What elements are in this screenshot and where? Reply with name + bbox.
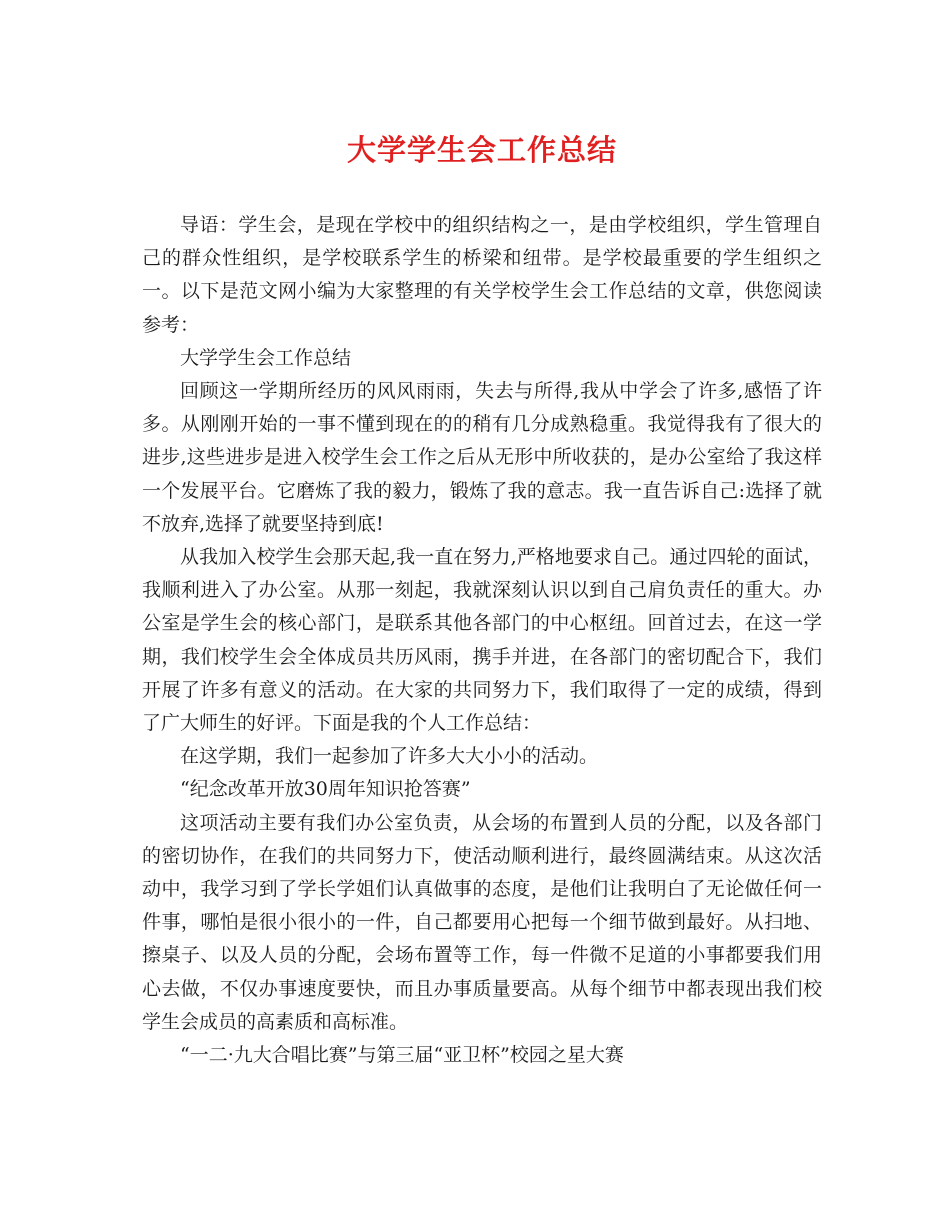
paragraph-review: 回顾这一学期所经历的风风雨雨，失去与所得,我从中学会了许多,感悟了许多。从刚刚开始的一事不懂到现在的的稍有几分成熟稳重。我觉得我有了很大的进步,这些进步是进入校学生会工作之后从无形中所收获的，是办公室给了我这样一个发展平台。它磨炼了我的毅力，锻炼了我的意志。我一直告诉自己:选择了就不放弃,选择了就要坚持到底! bbox=[142, 380, 822, 535]
document-body bbox=[142, 209, 822, 1072]
paragraph-event-quiz: “纪念改革开放30周年知识抢答赛” bbox=[180, 778, 471, 801]
paragraph-activities: 在这学期，我们一起参加了许多大大小小的活动。 bbox=[180, 745, 599, 768]
paragraph-joining: 从我加入校学生会那天起,我一直在努力,严格地要求自己。通过四轮的面试，我顺利进入了办公室。从那一刻起，我就深刻认识以到自己肩负责任的重大。办公室是学生会的核心部门，是联系其他各部门的中心枢纽。回首过去，在这一学期，我们校学生会全体成员共历风雨，携手并进，在各部门的密切配合下，我们开展了许多有意义的活动。在大家的共同努力下，我们取得了一定的成绩，得到了广大师生的好评。下面是我的个人工作总结： bbox=[142, 546, 822, 735]
document-title: 大学学生会工作总结 bbox=[346, 133, 617, 167]
paragraph-intro: 导语：学生会，是现在学校中的组织结构之一，是由学校组织，学生管理自己的群众性组织，是学校联系学生的桥梁和纽带。是学校最重要的学生组织之一。以下是范文网小编为大家整理的有关学校学生会工作总结的文章，供您阅读参考： bbox=[142, 214, 822, 336]
paragraph-event-chorus: “一二·九大合唱比赛”与第三届“亚卫杯”校园之星大赛 bbox=[180, 1044, 624, 1067]
paragraph-quiz-details: 这项活动主要有我们办公室负责，从会场的布置到人员的分配，以及各部门的密切协作，在我们的共同努力下，使活动顺利进行，最终圆满结束。从这次活动中，我学习到了学长学姐们认真做事的态度，是他们让我明白了无论做任何一件事，哪怕是很小很小的一件，自己都要用心把每一个细节做到最好。从扫地、擦桌子、以及人员的分配，会场布置等工作，每一件微不足道的小事都要我们用心去做，不仅办事速度要快，而且办事质量要高。从每个细节中都表现出我们校学生会成员的高素质和高标准。 bbox=[142, 811, 822, 1033]
paragraph-subtitle: 大学学生会工作总结 bbox=[180, 346, 352, 369]
